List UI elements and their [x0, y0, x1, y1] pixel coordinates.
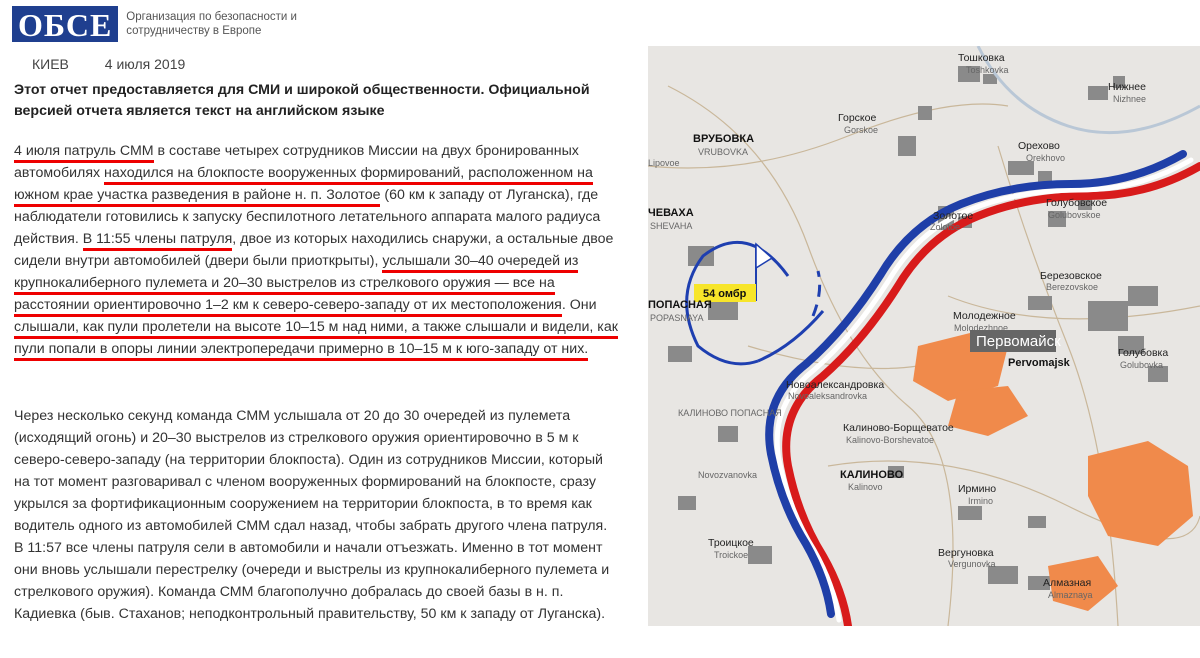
place-label: Gorskoe: [844, 125, 879, 135]
osce-logo: [12, 6, 316, 42]
place-label: Kalinovo: [848, 482, 883, 492]
place-label: Тошковка: [958, 52, 1005, 64]
place-label: Троицкое: [708, 537, 754, 549]
place-label: Orekhovo: [1026, 153, 1066, 163]
place-label: Toshkovka: [966, 65, 1009, 75]
place-label: Горское: [838, 112, 877, 124]
place-label: Голубовское: [1046, 197, 1108, 209]
dateline: [32, 56, 217, 72]
place-label: Molodezhnoe: [954, 323, 1009, 333]
text-6: , двое из которых находились снаружи, а остальные двое сидели внутри автомобилей (двери были приоткрыты),: [14, 231, 614, 269]
place-label: Алмазная: [1043, 577, 1092, 589]
highlight-5: слышали, как пули пролетели на высоте 10–15 м над ними, а также слышали и видели, как пули попали в опоры линии электропередачи примерно в 10–15 м к юго-западу от них.: [14, 319, 618, 357]
place-label: ЧЕВАХА: [648, 207, 694, 219]
place-label: POPASNAYA: [650, 313, 704, 323]
place-label: КАЛИНОВО ПОПАСНАЯ: [678, 408, 782, 418]
text-8: . Они: [561, 297, 597, 313]
place-label: Ирмино: [958, 483, 997, 495]
place-label: Golubovka: [1120, 360, 1164, 370]
org-name: Организация по безопасности и сотрудничеству в Европе: [126, 11, 297, 37]
text-4: (60 км к западу от Луганска), где наблюдатели готовились к запуску беспилотного летательного аппарата малого радиуса действия.: [14, 187, 601, 247]
date: 4 июля 2019: [104, 56, 186, 72]
place-label: Вергуновка: [938, 547, 994, 559]
highlight-4: услышали 30–40 очередей из крупнокалиберного пулемета и 20–30 выстрелов из стрелкового оружия — все на расстоянии ориентировочно 1–2 км к северо-северо-западу от их местоположения: [14, 253, 579, 313]
place-label: Vergunovka: [948, 559, 996, 569]
place-label: Березовское: [1040, 270, 1102, 282]
place-label: Новоалександровка: [786, 379, 885, 391]
place-label: Kalinovo-Borshevatoe: [846, 435, 935, 445]
place-label: Novozvanovka: [698, 470, 758, 480]
paragraph-2: Через несколько секунд команда СММ услышала от 20 до 30 очередей из пулемета (исходящий огонь) и 20–30 выстрелов из стрелкового оружия ориентировочно в 5 м к северо-северо-западу (на территории блокпоста). Один из сотрудников Миссии, который на тот момент разговаривал с членом вооруженных формирований на блокпосте, сразу укрылся за фортификационным сооружением на территории блокпоста, в то время как водитель одного из автомобилей СММ сдал назад, чтобы забрать другого члена патруля. В 11:57 все члены патруля сели в автомобили и начали отъезжать. Именно в тот момент они вновь услышали перестрелку (очереди и выстрелы из крупнокалиберного пулемета и стрелкового оружия). Команда СММ благополучно добралась до своей базы в н. п. Кадиевка (быв. Стаханов; неподконтрольный правительству, 50 км к западу от Луганска).: [14, 408, 610, 622]
paragraph-1: [14, 140, 618, 360]
highlight-3: В 11:55 члены патруля: [82, 231, 233, 247]
place-label: Berezovskoe: [1046, 282, 1099, 292]
place-label: ВРУБОВКА: [693, 133, 755, 145]
map: [648, 46, 1200, 626]
place-label: SHEVAHA: [650, 221, 693, 231]
unit-badge-label: 54 омбр: [703, 288, 747, 300]
place-label: ПОПАСНАЯ: [648, 299, 712, 311]
place-label: Irmino: [968, 496, 994, 506]
place-label: Голубовка: [1118, 347, 1169, 359]
place-label: Калиново-Борщеватое: [843, 422, 954, 434]
place-label: Первомайск: [976, 333, 1061, 350]
lead-paragraph: Этот отчет предоставляется для СМИ и широкой общественности. Официальной версией отчета является текст на английском языке: [14, 82, 590, 119]
highlight-2: находился на блокпосте вооруженных формирований, расположенном на южном крае участка разведения в районе н. п. Золотое: [14, 165, 593, 203]
text-2: в составе четырех сотрудников Миссии на двух бронированных автомобилях: [14, 143, 579, 181]
place-label: Нижнее: [1108, 81, 1146, 93]
highlight-1: 4 июля патруль СММ: [14, 143, 154, 159]
place-label: Lipovoe: [648, 158, 680, 168]
place-label: КАЛИНОВО: [840, 469, 904, 481]
place-label: Troickoe: [714, 550, 749, 560]
place-label: VRUBOVKA: [698, 147, 749, 157]
place-label: Молодежное: [953, 310, 1016, 322]
place-label: Золотое: [933, 210, 974, 222]
place-label: Орехово: [1018, 140, 1060, 152]
place-label: Zolotoe: [930, 222, 961, 232]
city: КИЕВ: [32, 56, 69, 72]
logo-text: ОБСЕ: [12, 6, 118, 42]
place-label: Golubovskoe: [1048, 210, 1101, 220]
place-label: Novoaleksandrovka: [788, 391, 868, 401]
place-label: Pervomajsk: [1008, 357, 1070, 369]
place-label: Almaznaya: [1048, 590, 1093, 600]
place-label: Nizhnee: [1113, 94, 1147, 104]
